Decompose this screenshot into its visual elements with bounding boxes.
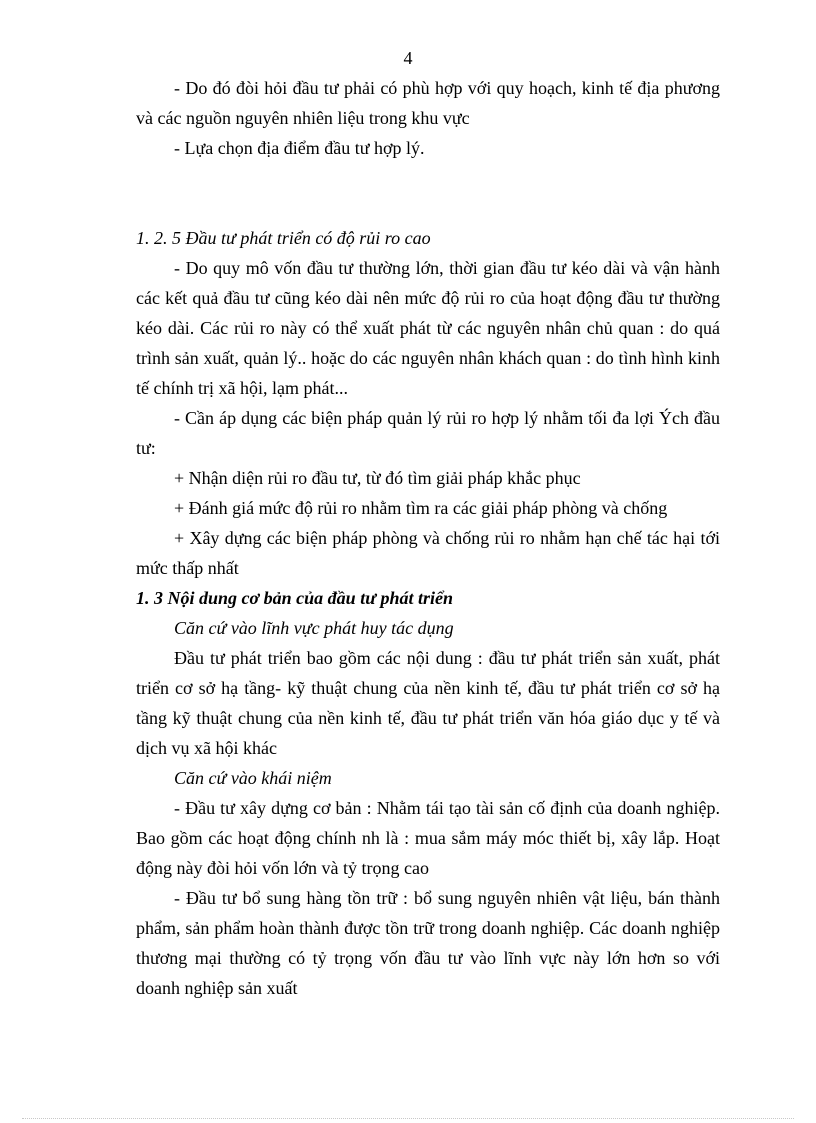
page-content	[136, 73, 720, 1003]
subheading-concept: Căn cứ vào khái niệm	[174, 768, 332, 788]
paragraph-risk-management: - Cần áp dụng các biện pháp quản lý rủi ro hợp lý nhằm tối đa lợi Ých đầu tư:	[136, 408, 720, 458]
list-item-identify-risk: + Nhận diện rủi ro đầu tư, từ đó tìm giải pháp khắc phục	[174, 468, 581, 488]
paragraph-risk-causes: - Do quy mô vốn đầu tư thường lớn, thời gian đầu tư kéo dài và vận hành các kết quả đầu tư cũng kéo dài nên mức độ rủi ro của hoạt động đầu tư thường kéo dài. Các rủi ro này có thể xuất phát từ các nguyên nhân chủ quan : do quá trình sản xuất, quản lý.. hoặc do các nguyên nhân khách quan : do tình hình kinh tế chính trị xã hội, lạm phát...	[136, 258, 720, 398]
paragraph-development-contents: Đầu tư phát triển bao gồm các nội dung : đầu tư phát triển sản xuất, phát triển cơ sở hạ tầng- kỹ thuật chung của nền kinh tế, đầu tư phát triển cơ sở hạ tầng kỹ thuật chung của nền kinh tế, đầu tư phát triển văn hóa giáo dục y tế và dịch vụ xã hội khác	[136, 648, 720, 758]
list-item-build-measures: + Xây dựng các biện pháp phòng và chống rủi ro nhằm hạn chế tác hại tới mức thấp nhất	[136, 528, 720, 578]
section-heading-1-3: 1. 3 Nội dung cơ bản của đầu tư phát triển	[136, 588, 453, 608]
page-bottom-divider	[22, 1118, 794, 1119]
section-gap	[136, 163, 720, 223]
list-item-assess-risk: + Đánh giá mức độ rủi ro nhằm tìm ra các giải pháp phòng và chống	[174, 498, 668, 518]
paragraph-inventory-investment: - Đầu tư bổ sung hàng tồn trữ : bổ sung nguyên nhiên vật liệu, bán thành phẩm, sản phẩm hoàn thành được tồn trữ trong doanh nghiệp. Các doanh nghiệp thương mại thường có tỷ trọng vốn đầu tư vào lĩnh vực này lớn hơn so với doanh nghiệp sản xuất	[136, 888, 720, 998]
paragraph-capital-construction: - Đầu tư xây dựng cơ bản : Nhằm tái tạo tài sản cố định của doanh nghiệp. Bao gồm các hoạt động chính nh là : mua sắm máy móc thiết bị, xây lắp. Hoạt động này đòi hỏi vốn lớn và tỷ trọng cao	[136, 798, 720, 878]
paragraph-investment-planning: - Do đó đòi hỏi đầu tư phải có phù hợp với quy hoạch, kinh tế địa phương và các nguồn nguyên nhiên liệu trong khu vực	[136, 78, 720, 128]
section-heading-1-2-5: 1. 2. 5 Đầu tư phát triển có độ rủi ro cao	[136, 228, 431, 248]
paragraph-location-choice: - Lựa chọn địa điểm đầu tư hợp lý.	[174, 138, 425, 158]
page-number: 4	[403, 48, 413, 68]
subheading-field: Căn cứ vào lĩnh vực phát huy tác dụng	[174, 618, 454, 638]
